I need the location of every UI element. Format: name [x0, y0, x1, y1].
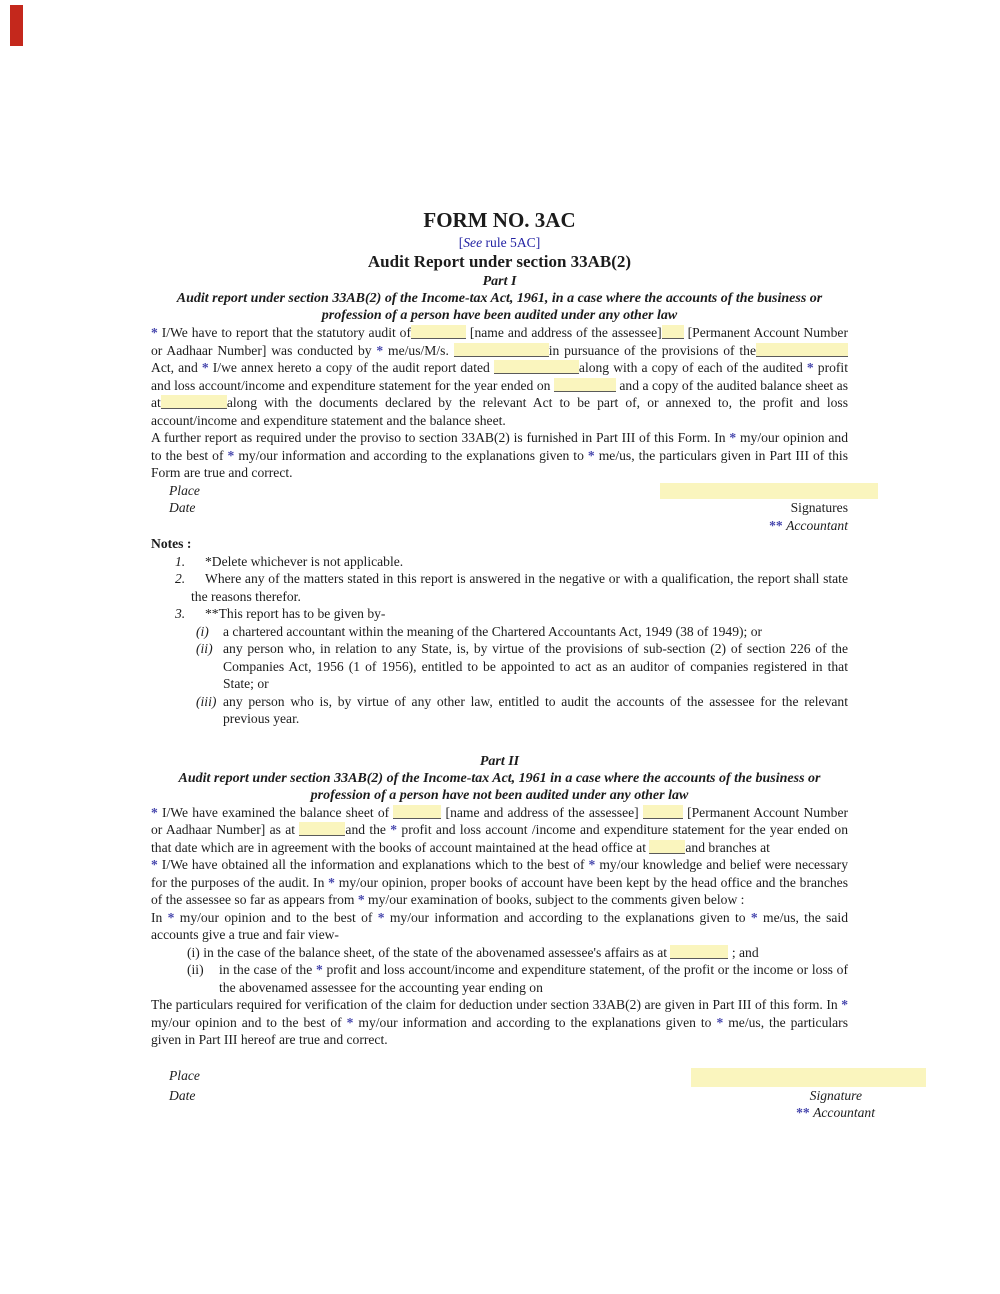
list-number: (ii)	[187, 962, 204, 977]
fill-blank-as-at-date[interactable]	[299, 822, 345, 836]
part2-paragraph-2	[151, 856, 848, 909]
note-text: Where any of the matters stated in this report is answered in the negative or with a qualification, the report shall state the reasons therefor.	[191, 571, 848, 604]
fill-blank-assessee-name[interactable]	[393, 805, 441, 819]
part2-heading: Part II	[479, 753, 520, 769]
date-label: Date	[169, 500, 196, 515]
form-number-title: FORM NO. 3AC	[423, 208, 576, 232]
fill-blank-balance-sheet-date[interactable]	[161, 395, 227, 409]
part2-paragraph-1	[151, 804, 848, 857]
signatures-label: Signatures	[790, 500, 848, 515]
fill-blank-pan[interactable]	[662, 325, 684, 339]
date-label: Date	[169, 1087, 196, 1103]
text-run: me/us, the said accounts give a true and fair view-	[151, 909, 848, 942]
text-run: I/We have obtained all the information and explanations which to the best of	[157, 857, 589, 872]
note-subitem-ii	[151, 640, 848, 693]
note-item-1	[151, 553, 848, 571]
text-run: my/our examination of books, subject to the comments given below :	[364, 892, 745, 907]
asterisk-marker: *	[377, 909, 385, 925]
fill-blank-assessee-name[interactable]	[411, 325, 466, 339]
fill-blank-head-office[interactable]	[649, 840, 685, 854]
text-run: my/our information and according to the explanations given to	[234, 447, 588, 463]
part2-date-row	[151, 1087, 862, 1105]
asterisk-marker: *	[750, 909, 758, 925]
note-item-3	[151, 605, 848, 623]
fill-blank-year-ended[interactable]	[554, 378, 616, 392]
part1-paragraph-1	[151, 324, 848, 429]
part1-place-row	[151, 482, 848, 500]
text-run: and the	[345, 822, 391, 837]
part2-accountant-row	[151, 1104, 875, 1122]
fill-blank-pan[interactable]	[643, 805, 683, 819]
text-run: I/We have examined the balance sheet of	[157, 804, 394, 820]
text-run: and a copy of the audited balance sheet as at	[151, 377, 848, 410]
text-run: A further report as required under the proviso to section 33AB(2) is furnished in Part III of this Form. In	[151, 430, 730, 445]
subnote-number: (iii)	[196, 693, 217, 709]
asterisk-marker: *	[357, 892, 365, 907]
text-run: The particulars required for verification of the claim for deduction under section 33AB(2) are given in Part III of this form. In	[151, 997, 842, 1012]
red-corner-marker	[10, 5, 23, 46]
text-run: I/we annex hereto a copy of the audit report dated	[208, 360, 494, 375]
text-run: [name and address of the assessee]	[466, 325, 662, 340]
note-number: 2.	[175, 571, 186, 586]
note-number: 3.	[175, 606, 186, 621]
text-run: my/our information and according to the explanations given to	[353, 1014, 717, 1030]
note-item-2	[151, 570, 848, 605]
fill-blank-act-name[interactable]	[756, 343, 848, 357]
asterisk-marker: *	[390, 822, 398, 837]
text-run: along with the documents declared by the relevant Act to be part of, or annexed to, the profit and loss account/income and expenditure statement and the balance sheet.	[151, 395, 848, 428]
part1-heading: Part I	[482, 274, 517, 289]
rule-reference-rest: rule 5AC]	[482, 235, 541, 250]
fill-blank-affairs-date[interactable]	[670, 945, 728, 959]
part2-list-item-ii	[151, 961, 848, 996]
rule-see-word: See	[463, 235, 483, 250]
text-run: profit and loss account/income and expenditure statement, of the profit or the income or loss of the abovenamed assessee for the accounting year ending on	[219, 962, 848, 995]
part2-signature-block	[151, 1067, 875, 1122]
asterisk-marker: *	[587, 447, 595, 463]
part1-date-row	[151, 499, 848, 517]
part2-paragraph-3	[151, 909, 848, 944]
part2-paragraph-4	[151, 996, 848, 1049]
asterisk-marker: *	[151, 857, 158, 872]
text-run: Act, and	[151, 360, 202, 375]
subnote-number: (ii)	[196, 641, 213, 656]
text-run: profit and loss account/income and expenditure statement for the year ended on	[151, 360, 848, 393]
double-asterisk-marker: **	[769, 517, 783, 533]
part2-subtitle: Audit report under section 33AB(2) of the Income-tax Act, 1961 in a case where the accounts of the business or profession of a person have not been audited under any other law	[178, 770, 821, 803]
text-run: [Permanent Account Number or Aadhaar Number] was conducted by	[151, 325, 848, 358]
note-number: 1.	[175, 553, 186, 569]
text-run: my/our opinion and to the best of	[174, 909, 378, 925]
subnote-text: a chartered accountant within the meaning of the Chartered Accountants Act, 1949 (38 of 1949); or	[223, 623, 763, 639]
text-run: In	[151, 909, 168, 925]
asterisk-marker: *	[346, 1014, 354, 1030]
text-run: profit and loss account /income and expenditure statement for the year ended on that date which are in agreement with the books of account maintained at the head office at	[151, 822, 848, 855]
asterisk-marker: *	[806, 360, 814, 375]
text-run: me/us, the particulars given in Part III of this Form are true and correct.	[151, 447, 849, 480]
text-run: me/us, the particulars given in Part III hereof are true and correct.	[151, 1014, 849, 1047]
text-run: my/our opinion and to the best of	[151, 430, 848, 463]
text-run: in pursuance of the provisions of the	[548, 342, 756, 358]
text-run: in the case of the	[219, 962, 316, 977]
rule-open-bracket: [	[458, 235, 464, 250]
fill-blank-auditor-name[interactable]	[454, 343, 549, 357]
asterisk-marker: *	[376, 342, 384, 358]
asterisk-marker: *	[315, 962, 323, 977]
subnote-number: (i)	[196, 623, 209, 639]
text-run: my/our knowledge and belief were necessary for the purposes of the audit. In	[151, 857, 848, 890]
asterisk-marker: *	[328, 874, 335, 890]
text-run: [Permanent Account Number or Aadhaar Number] as at	[151, 804, 848, 837]
note-text: **This report has to be given by-	[205, 606, 386, 621]
signature-highlight-field[interactable]	[660, 483, 878, 499]
asterisk-marker: *	[588, 857, 596, 872]
note-subitem-i	[151, 623, 848, 641]
part1-subtitle: Audit report under section 33AB(2) of the Income-tax Act, 1961, in a case where the accounts of the business or profession of a person have been audited under any other law	[176, 291, 823, 323]
rule-reference	[151, 234, 848, 251]
text-run: [name and address of the assessee]	[441, 804, 643, 820]
subnote-text: any person who, in relation to any State, is, by virtue of the provisions of sub-section (2) of section 226 of the Companies Act, 1956 (1 of 1956), entitled to be appointed to act as an auditor of companies registered in that State; or	[223, 641, 848, 691]
part2-list-item-i	[151, 944, 848, 962]
signature-label: Signature	[809, 1087, 862, 1103]
text-run: ; and	[728, 944, 759, 960]
text-run: I/We have to report that the statutory audit of	[157, 325, 411, 340]
signature-highlight-field[interactable]	[691, 1068, 926, 1087]
text-run: (i) in the case of the balance sheet, of the state of the abovenamed assessee's affairs as at	[187, 944, 671, 960]
text-run: my/our information and according to the explanations given to	[384, 909, 751, 925]
part1-paragraph-2	[151, 429, 848, 482]
note-subitem-iii	[151, 693, 848, 728]
asterisk-marker: *	[729, 430, 737, 445]
double-asterisk-marker: **	[796, 1105, 810, 1120]
asterisk-marker: *	[167, 909, 175, 925]
part1-accountant-row	[151, 517, 848, 535]
form-content	[151, 208, 875, 1122]
place-label: Place	[169, 482, 200, 498]
asterisk-marker: *	[151, 325, 158, 340]
report-title: Audit Report under section 33AB(2)	[367, 252, 632, 271]
notes-title: Notes :	[151, 536, 192, 551]
subnote-text: any person who is, by virtue of any other law, entitled to audit the accounts of the assessee for the relevant previous year.	[223, 693, 848, 726]
part2-place-row	[151, 1067, 848, 1087]
text-run: and branches at	[685, 839, 770, 855]
text-run: along with a copy of each of the audited	[578, 360, 807, 375]
text-run: my/our opinion and to the best of	[151, 1014, 347, 1030]
asterisk-marker: *	[716, 1014, 724, 1030]
asterisk-marker: *	[151, 804, 158, 820]
note-text: *Delete whichever is not applicable.	[205, 553, 404, 569]
asterisk-marker: *	[841, 997, 848, 1012]
text-run: my/our opinion, proper books of account have been kept by the head office and the branches of the assessee so far as appears from	[151, 874, 848, 907]
asterisk-marker: *	[227, 447, 235, 463]
asterisk-marker: *	[201, 360, 209, 375]
text-run: me/us/M/s.	[383, 342, 454, 358]
accountant-label: Accountant	[786, 517, 848, 533]
place-label: Place	[169, 1067, 200, 1083]
fill-blank-report-date[interactable]	[494, 360, 579, 374]
accountant-label: Accountant	[813, 1105, 875, 1120]
